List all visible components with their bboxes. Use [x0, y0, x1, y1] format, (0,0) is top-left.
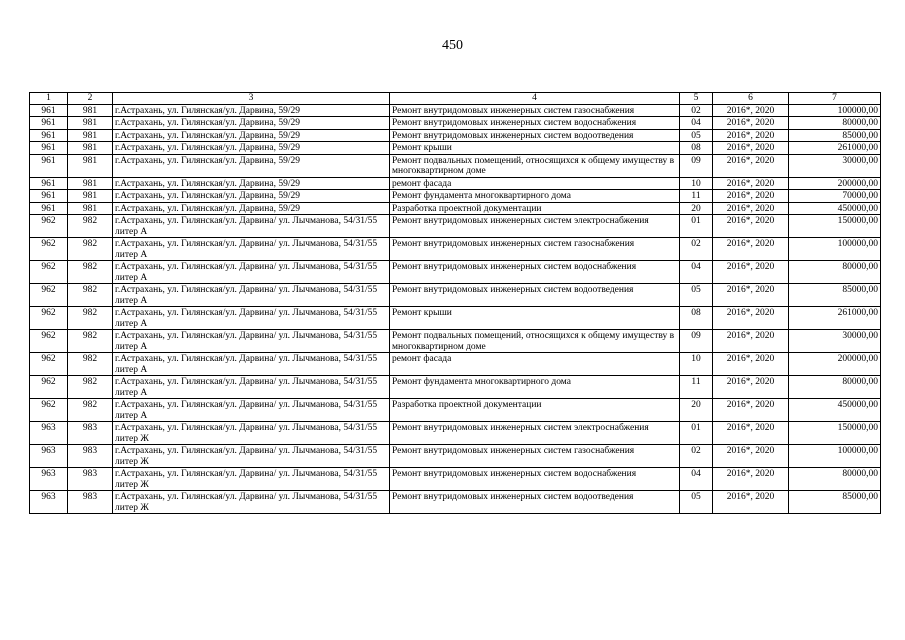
row-number-cell: 961: [30, 154, 68, 177]
work-code-cell: 10: [680, 353, 713, 376]
address-cell: г.Астрахань, ул. Гилянская/ул. Дарвина/ ул. Лычманова, 54/31/55 литер А: [113, 353, 390, 376]
row-number-cell: 963: [30, 445, 68, 468]
table-row: [30, 491, 881, 514]
work-code-cell: 10: [680, 177, 713, 190]
table-body: [30, 104, 881, 514]
table-row: [30, 399, 881, 422]
year-cell: 2016*, 2020: [713, 129, 789, 142]
work-type-cell: Ремонт внутридомовых инженерных систем водоснабжения: [390, 117, 680, 130]
house-number-cell: 981: [68, 117, 113, 130]
year-cell: 2016*, 2020: [713, 177, 789, 190]
year-cell: 2016*, 2020: [713, 330, 789, 353]
cost-cell: 200000,00: [789, 353, 881, 376]
table-row: [30, 422, 881, 445]
row-number-cell: 962: [30, 353, 68, 376]
address-cell: г.Астрахань, ул. Гилянская/ул. Дарвина, 59/29: [113, 177, 390, 190]
work-type-cell: Ремонт крыши: [390, 142, 680, 155]
table-row: [30, 330, 881, 353]
work-code-cell: 04: [680, 117, 713, 130]
column-header: 1: [30, 93, 68, 105]
row-number-cell: 961: [30, 104, 68, 117]
address-cell: г.Астрахань, ул. Гилянская/ул. Дарвина/ ул. Лычманова, 54/31/55 литер А: [113, 330, 390, 353]
address-cell: г.Астрахань, ул. Гилянская/ул. Дарвина/ ул. Лычманова, 54/31/55 литер А: [113, 238, 390, 261]
cost-cell: 85000,00: [789, 491, 881, 514]
work-code-cell: 05: [680, 284, 713, 307]
house-number-cell: 982: [68, 215, 113, 238]
row-number-cell: 961: [30, 117, 68, 130]
address-cell: г.Астрахань, ул. Гилянская/ул. Дарвина/ ул. Лычманова, 54/31/55 литер Ж: [113, 422, 390, 445]
column-header: 7: [789, 93, 881, 105]
work-code-cell: 02: [680, 445, 713, 468]
table-row: [30, 154, 881, 177]
work-type-cell: Ремонт фундамента многоквартирного дома: [390, 190, 680, 203]
house-number-cell: 981: [68, 190, 113, 203]
work-code-cell: 11: [680, 376, 713, 399]
work-code-cell: 09: [680, 154, 713, 177]
row-number-cell: 962: [30, 399, 68, 422]
cost-cell: 200000,00: [789, 177, 881, 190]
row-number-cell: 961: [30, 190, 68, 203]
year-cell: 2016*, 2020: [713, 261, 789, 284]
column-header: 2: [68, 93, 113, 105]
cost-cell: 261000,00: [789, 307, 881, 330]
row-number-cell: 961: [30, 129, 68, 142]
cost-cell: 150000,00: [789, 422, 881, 445]
address-cell: г.Астрахань, ул. Гилянская/ул. Дарвина/ ул. Лычманова, 54/31/55 литер Ж: [113, 445, 390, 468]
address-cell: г.Астрахань, ул. Гилянская/ул. Дарвина, 59/29: [113, 104, 390, 117]
cost-cell: 100000,00: [789, 104, 881, 117]
work-code-cell: 20: [680, 202, 713, 215]
table-row: [30, 117, 881, 130]
address-cell: г.Астрахань, ул. Гилянская/ул. Дарвина/ ул. Лычманова, 54/31/55 литер А: [113, 261, 390, 284]
page-number: 450: [442, 38, 463, 53]
work-code-cell: 09: [680, 330, 713, 353]
work-type-cell: Разработка проектной документации: [390, 399, 680, 422]
house-number-cell: 981: [68, 202, 113, 215]
address-cell: г.Астрахань, ул. Гилянская/ул. Дарвина, 59/29: [113, 202, 390, 215]
column-header: 6: [713, 93, 789, 105]
row-number-cell: 961: [30, 177, 68, 190]
cost-cell: 80000,00: [789, 117, 881, 130]
work-type-cell: Ремонт внутридомовых инженерных систем водоотведения: [390, 491, 680, 514]
address-cell: г.Астрахань, ул. Гилянская/ул. Дарвина/ ул. Лычманова, 54/31/55 литер Ж: [113, 491, 390, 514]
address-cell: г.Астрахань, ул. Гилянская/ул. Дарвина/ ул. Лычманова, 54/31/55 литер А: [113, 215, 390, 238]
cost-cell: 450000,00: [789, 399, 881, 422]
table-row: [30, 190, 881, 203]
year-cell: 2016*, 2020: [713, 142, 789, 155]
column-header: 4: [390, 93, 680, 105]
year-cell: 2016*, 2020: [713, 376, 789, 399]
address-cell: г.Астрахань, ул. Гилянская/ул. Дарвина, 59/29: [113, 154, 390, 177]
address-cell: г.Астрахань, ул. Гилянская/ул. Дарвина/ ул. Лычманова, 54/31/55 литер А: [113, 284, 390, 307]
year-cell: 2016*, 2020: [713, 238, 789, 261]
work-code-cell: 01: [680, 422, 713, 445]
work-type-cell: Ремонт крыши: [390, 307, 680, 330]
row-number-cell: 962: [30, 238, 68, 261]
capital-repair-table: [29, 92, 881, 514]
cost-cell: 85000,00: [789, 284, 881, 307]
row-number-cell: 963: [30, 422, 68, 445]
house-number-cell: 983: [68, 422, 113, 445]
address-cell: г.Астрахань, ул. Гилянская/ул. Дарвина/ ул. Лычманова, 54/31/55 литер А: [113, 307, 390, 330]
house-number-cell: 982: [68, 399, 113, 422]
work-type-cell: Ремонт внутридомовых инженерных систем электроснабжения: [390, 422, 680, 445]
table-row: [30, 307, 881, 330]
cost-cell: 150000,00: [789, 215, 881, 238]
cost-cell: 70000,00: [789, 190, 881, 203]
work-type-cell: Ремонт внутридомовых инженерных систем газоснабжения: [390, 445, 680, 468]
work-type-cell: Ремонт внутридомовых инженерных систем газоснабжения: [390, 104, 680, 117]
house-number-cell: 982: [68, 238, 113, 261]
year-cell: 2016*, 2020: [713, 215, 789, 238]
work-code-cell: 08: [680, 142, 713, 155]
year-cell: 2016*, 2020: [713, 353, 789, 376]
row-number-cell: 962: [30, 307, 68, 330]
work-code-cell: 04: [680, 261, 713, 284]
work-code-cell: 11: [680, 190, 713, 203]
table-row: [30, 142, 881, 155]
house-number-cell: 982: [68, 284, 113, 307]
year-cell: 2016*, 2020: [713, 190, 789, 203]
work-type-cell: Ремонт внутридомовых инженерных систем водоотведения: [390, 129, 680, 142]
house-number-cell: 983: [68, 445, 113, 468]
address-cell: г.Астрахань, ул. Гилянская/ул. Дарвина, 59/29: [113, 129, 390, 142]
house-number-cell: 981: [68, 104, 113, 117]
house-number-cell: 982: [68, 330, 113, 353]
year-cell: 2016*, 2020: [713, 468, 789, 491]
table-row: [30, 202, 881, 215]
row-number-cell: 963: [30, 491, 68, 514]
year-cell: 2016*, 2020: [713, 284, 789, 307]
work-code-cell: 05: [680, 491, 713, 514]
year-cell: 2016*, 2020: [713, 202, 789, 215]
table-row: [30, 376, 881, 399]
work-type-cell: Ремонт внутридомовых инженерных систем водоснабжения: [390, 468, 680, 491]
house-number-cell: 983: [68, 491, 113, 514]
work-type-cell: ремонт фасада: [390, 177, 680, 190]
year-cell: 2016*, 2020: [713, 445, 789, 468]
address-cell: г.Астрахань, ул. Гилянская/ул. Дарвина, 59/29: [113, 117, 390, 130]
cost-cell: 100000,00: [789, 445, 881, 468]
table-row: [30, 104, 881, 117]
work-code-cell: 20: [680, 399, 713, 422]
cost-cell: 450000,00: [789, 202, 881, 215]
table-header-row: [30, 93, 881, 105]
work-type-cell: Ремонт внутридомовых инженерных систем водоотведения: [390, 284, 680, 307]
row-number-cell: 963: [30, 468, 68, 491]
year-cell: 2016*, 2020: [713, 399, 789, 422]
work-code-cell: 02: [680, 238, 713, 261]
row-number-cell: 961: [30, 142, 68, 155]
year-cell: 2016*, 2020: [713, 104, 789, 117]
work-code-cell: 01: [680, 215, 713, 238]
row-number-cell: 961: [30, 202, 68, 215]
work-code-cell: 08: [680, 307, 713, 330]
address-cell: г.Астрахань, ул. Гилянская/ул. Дарвина/ ул. Лычманова, 54/31/55 литер А: [113, 376, 390, 399]
row-number-cell: 962: [30, 376, 68, 399]
house-number-cell: 983: [68, 468, 113, 491]
work-type-cell: Ремонт подвальных помещений, относящихся к общему имуществу в многоквартирном доме: [390, 154, 680, 177]
cost-cell: 30000,00: [789, 154, 881, 177]
table-row: [30, 468, 881, 491]
cost-cell: 261000,00: [789, 142, 881, 155]
column-header: 5: [680, 93, 713, 105]
work-code-cell: 05: [680, 129, 713, 142]
row-number-cell: 962: [30, 261, 68, 284]
work-code-cell: 02: [680, 104, 713, 117]
cost-cell: 80000,00: [789, 261, 881, 284]
cost-cell: 80000,00: [789, 376, 881, 399]
table-row: [30, 215, 881, 238]
year-cell: 2016*, 2020: [713, 422, 789, 445]
table-row: [30, 238, 881, 261]
address-cell: г.Астрахань, ул. Гилянская/ул. Дарвина/ ул. Лычманова, 54/31/55 литер А: [113, 399, 390, 422]
work-type-cell: Ремонт внутридомовых инженерных систем электроснабжения: [390, 215, 680, 238]
address-cell: г.Астрахань, ул. Гилянская/ул. Дарвина, 59/29: [113, 190, 390, 203]
house-number-cell: 982: [68, 261, 113, 284]
house-number-cell: 982: [68, 307, 113, 330]
work-type-cell: Ремонт внутридомовых инженерных систем водоснабжения: [390, 261, 680, 284]
house-number-cell: 981: [68, 142, 113, 155]
work-type-cell: Ремонт подвальных помещений, относящихся к общему имуществу в многоквартирном доме: [390, 330, 680, 353]
table-row: [30, 261, 881, 284]
table-row: [30, 353, 881, 376]
address-cell: г.Астрахань, ул. Гилянская/ул. Дарвина, 59/29: [113, 142, 390, 155]
year-cell: 2016*, 2020: [713, 491, 789, 514]
column-header: 3: [113, 93, 390, 105]
cost-cell: 80000,00: [789, 468, 881, 491]
year-cell: 2016*, 2020: [713, 154, 789, 177]
house-number-cell: 981: [68, 129, 113, 142]
year-cell: 2016*, 2020: [713, 307, 789, 330]
row-number-cell: 962: [30, 284, 68, 307]
cost-cell: 30000,00: [789, 330, 881, 353]
house-number-cell: 981: [68, 154, 113, 177]
year-cell: 2016*, 2020: [713, 117, 789, 130]
cost-cell: 85000,00: [789, 129, 881, 142]
table-row: [30, 177, 881, 190]
row-number-cell: 962: [30, 330, 68, 353]
work-type-cell: Ремонт фундамента многоквартирного дома: [390, 376, 680, 399]
cost-cell: 100000,00: [789, 238, 881, 261]
house-number-cell: 982: [68, 376, 113, 399]
table-row: [30, 129, 881, 142]
work-type-cell: ремонт фасада: [390, 353, 680, 376]
house-number-cell: 981: [68, 177, 113, 190]
work-code-cell: 04: [680, 468, 713, 491]
house-number-cell: 982: [68, 353, 113, 376]
work-type-cell: Разработка проектной документации: [390, 202, 680, 215]
table-row: [30, 445, 881, 468]
row-number-cell: 962: [30, 215, 68, 238]
address-cell: г.Астрахань, ул. Гилянская/ул. Дарвина/ ул. Лычманова, 54/31/55 литер Ж: [113, 468, 390, 491]
work-type-cell: Ремонт внутридомовых инженерных систем газоснабжения: [390, 238, 680, 261]
table-row: [30, 284, 881, 307]
